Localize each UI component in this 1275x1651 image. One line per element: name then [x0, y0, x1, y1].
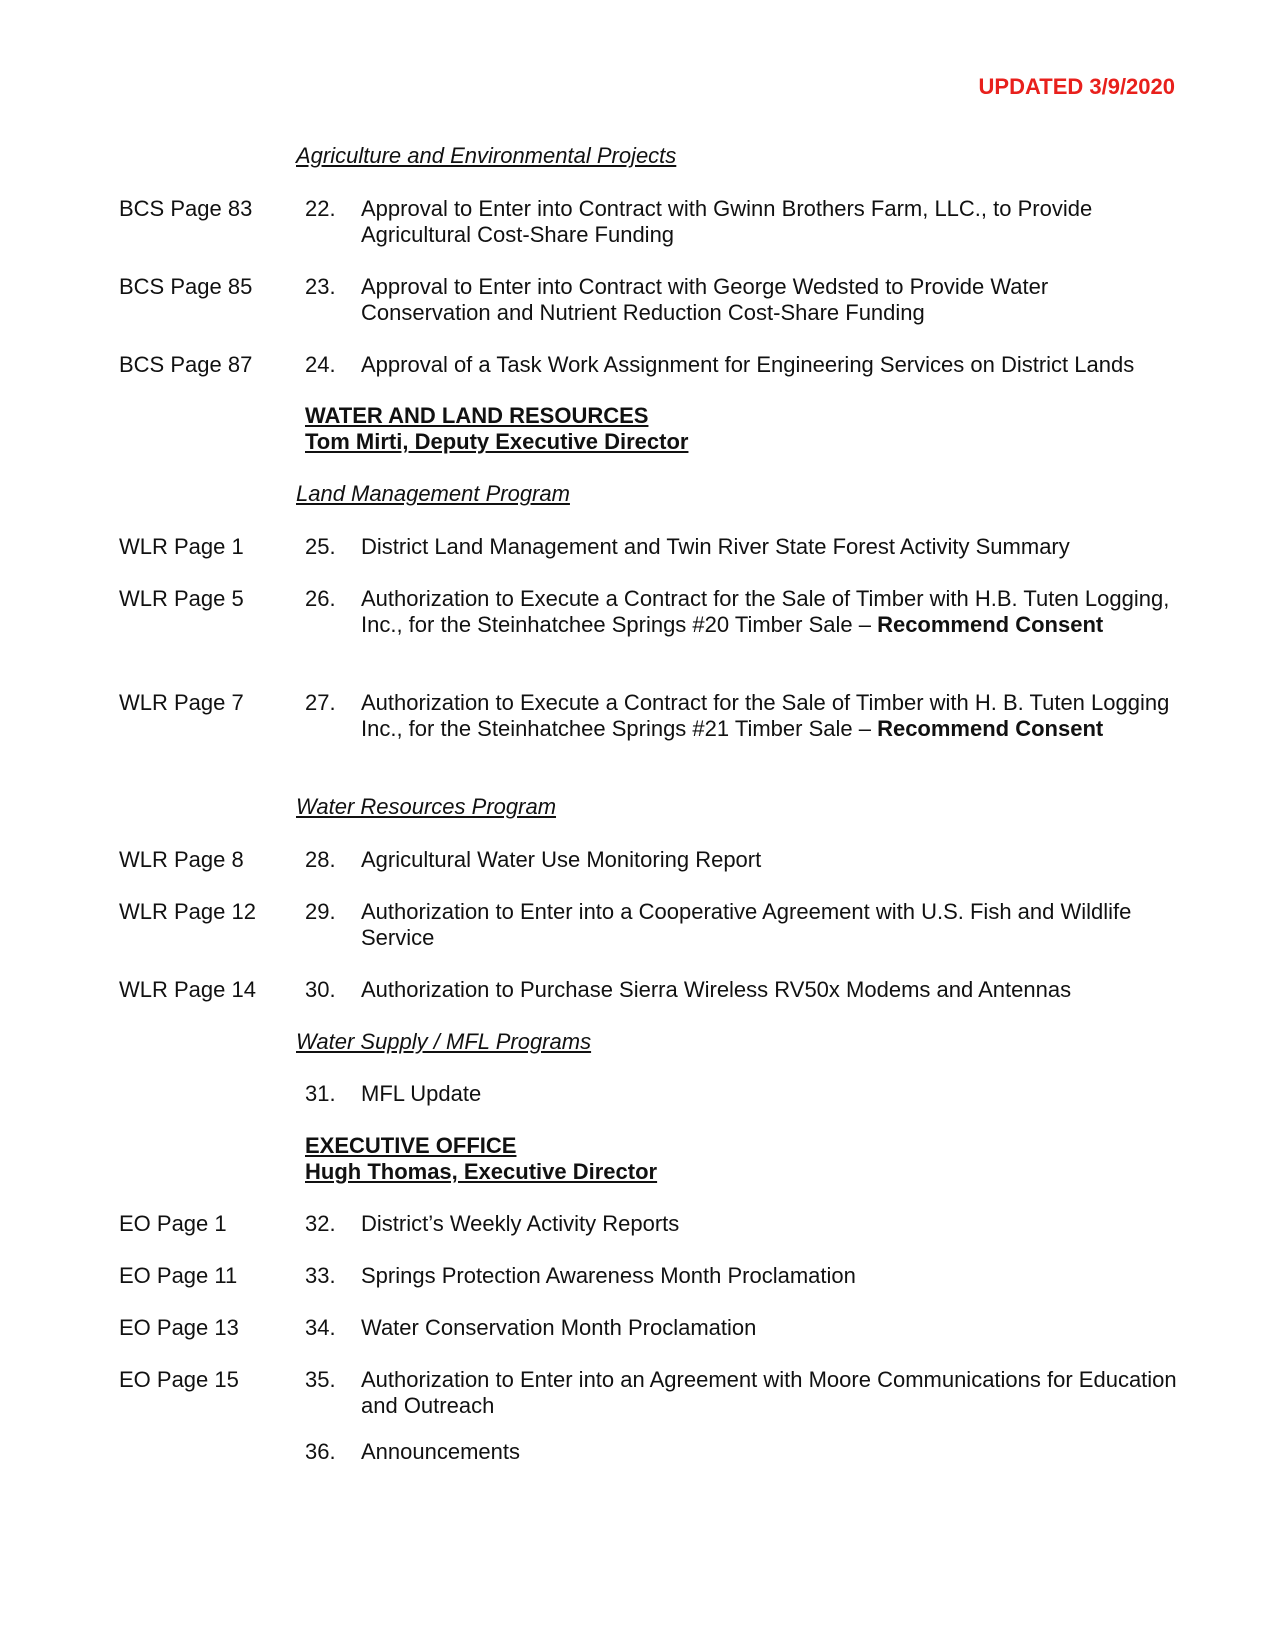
recommend-consent-label: Recommend Consent: [877, 612, 1104, 637]
item-34-ref: EO Page 13: [119, 1315, 239, 1340]
item-27-text: [361, 690, 1181, 742]
section-water-land-resources: [305, 403, 688, 455]
item-30-number: 30.: [305, 977, 336, 1002]
item-23-ref: BCS Page 85: [119, 274, 253, 299]
item-33-number: 33.: [305, 1263, 336, 1288]
item-25-ref: WLR Page 1: [119, 534, 244, 559]
item-28-number: 28.: [305, 847, 336, 872]
item-31-text: MFL Update: [361, 1081, 482, 1106]
item-36-text: Announcements: [361, 1439, 520, 1464]
item-33-ref: EO Page 11: [119, 1263, 238, 1288]
recommend-consent-label: Recommend Consent: [877, 716, 1104, 741]
section-title: WATER AND LAND RESOURCES: [305, 403, 649, 428]
item-35-text: Authorization to Enter into an Agreement with Moore Communications for Education and Outreach: [361, 1367, 1177, 1418]
item-27-number: 27.: [305, 690, 336, 715]
item-27-body: Authorization to Execute a Contract for the Sale of Timber with H. B. Tuten Logging Inc., for the Steinhatchee Springs #21 Timber Sale –: [361, 690, 1170, 741]
item-28-text: Agricultural Water Use Monitoring Report: [361, 847, 762, 872]
item-23-text: Approval to Enter into Contract with George Wedsted to Provide Water Conservation and Nutrient Reduction Cost-Share Funding: [361, 274, 1049, 325]
item-22-number: 22.: [305, 196, 336, 221]
section-director: Hugh Thomas, Executive Director: [305, 1159, 658, 1184]
item-33-text: Springs Protection Awareness Month Proclamation: [361, 1263, 856, 1288]
item-24-ref: BCS Page 87: [119, 352, 253, 377]
item-27-ref: WLR Page 7: [119, 690, 244, 715]
updated-stamp: UPDATED 3/9/2020: [978, 74, 1175, 99]
item-29-number: 29.: [305, 899, 336, 924]
item-30-ref: WLR Page 14: [119, 977, 256, 1002]
item-32-text: District’s Weekly Activity Reports: [361, 1211, 680, 1236]
section-director: Tom Mirti, Deputy Executive Director: [305, 429, 689, 454]
item-26-number: 26.: [305, 586, 336, 611]
item-34-number: 34.: [305, 1315, 336, 1340]
item-25-text: District Land Management and Twin River State Forest Activity Summary: [361, 534, 1070, 559]
item-36-number: 36.: [305, 1439, 336, 1464]
item-29-ref: WLR Page 12: [119, 899, 256, 924]
item-26-body: Authorization to Execute a Contract for the Sale of Timber with H.B. Tuten Logging, Inc., for the Steinhatchee Springs #20 Timber Sale –: [361, 586, 1170, 637]
item-31-number: 31.: [305, 1081, 336, 1106]
item-30-text: Authorization to Purchase Sierra Wireless RV50x Modems and Antennas: [361, 977, 1072, 1002]
item-25-number: 25.: [305, 534, 336, 559]
section-executive-office: [305, 1133, 657, 1185]
subhead-land-management: Land Management Program: [296, 481, 570, 506]
item-26-text: [361, 586, 1181, 638]
item-24-number: 24.: [305, 352, 336, 377]
subhead-water-resources: Water Resources Program: [296, 794, 557, 819]
item-35-number: 35.: [305, 1367, 336, 1392]
item-24-text: Approval of a Task Work Assignment for Engineering Services on District Lands: [361, 352, 1135, 377]
item-32-ref: EO Page 1: [119, 1211, 227, 1236]
item-34-text: Water Conservation Month Proclamation: [361, 1315, 757, 1340]
item-32-number: 32.: [305, 1211, 336, 1236]
item-29-text: Authorization to Enter into a Cooperative Agreement with U.S. Fish and Wildlife Service: [361, 899, 1132, 950]
item-35-ref: EO Page 15: [119, 1367, 239, 1392]
item-26-ref: WLR Page 5: [119, 586, 244, 611]
item-22-ref: BCS Page 83: [119, 196, 253, 221]
section-title: EXECUTIVE OFFICE: [305, 1133, 517, 1158]
subhead-water-supply: Water Supply / MFL Programs: [296, 1029, 592, 1054]
item-22-text: Approval to Enter into Contract with Gwinn Brothers Farm, LLC., to Provide Agricultural Cost-Share Funding: [361, 196, 1093, 247]
item-28-ref: WLR Page 8: [119, 847, 244, 872]
subhead-agriculture: Agriculture and Environmental Projects: [296, 143, 677, 168]
item-23-number: 23.: [305, 274, 336, 299]
